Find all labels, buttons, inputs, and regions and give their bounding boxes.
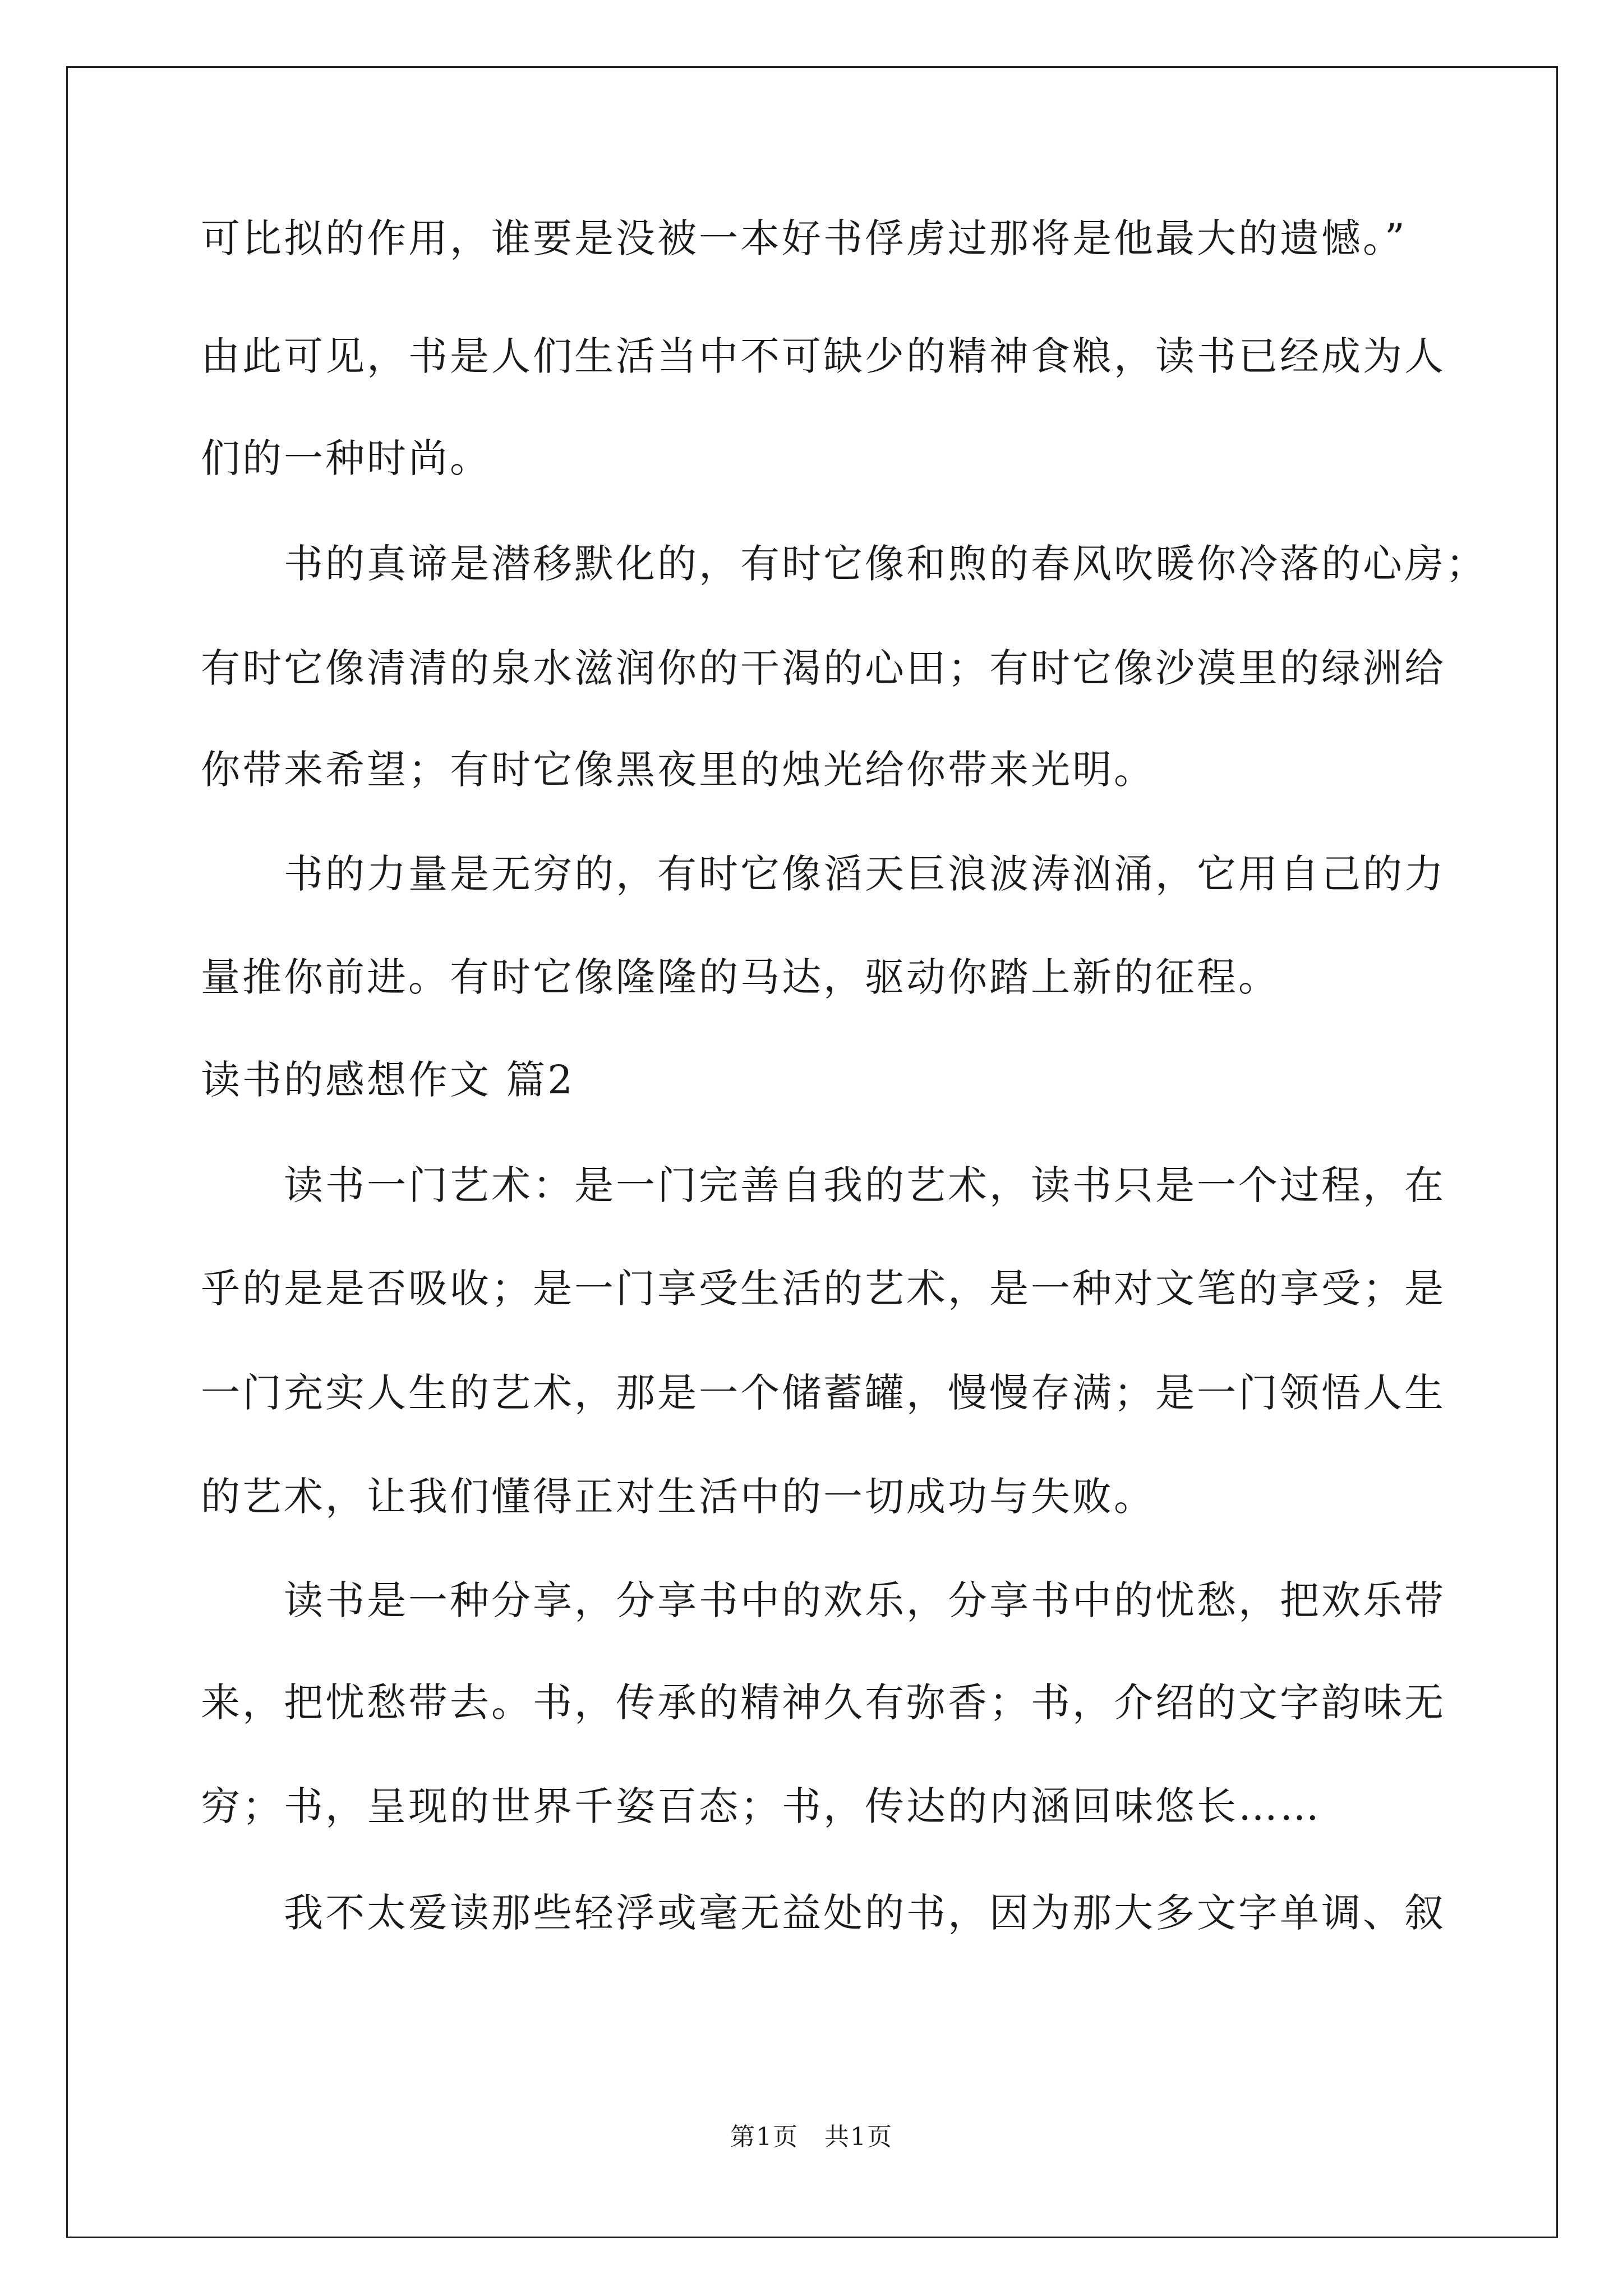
text-line: 你带来希望；有时它像黑夜里的烛光给你带来光明。: [201, 747, 1155, 793]
text-line: 穷；书，呈现的世界千姿百态；书，传达的内涵回味悠长……: [201, 1783, 1321, 1829]
text-line: 的艺术，让我们懂得正对生活中的一切成功与失败。: [201, 1474, 1155, 1520]
text-line: 乎的是是否吸收；是一门享受生活的艺术，是一种对文笔的享受；是: [201, 1266, 1446, 1312]
page-footer: 第1页 共1页: [730, 2123, 893, 2151]
text-line: 由此可见，书是人们生活当中不可缺少的精神食粮，读书已经成为人: [201, 333, 1446, 379]
text-line: 读书一门艺术：是一门完善自我的艺术，读书只是一个过程，在: [284, 1162, 1446, 1208]
text-line: 书的真谛是潜移默化的，有时它像和煦的春风吹暖你冷落的心房；: [284, 541, 1487, 587]
text-line: 量推你前进。有时它像隆隆的马达，驱动你踏上新的征程。: [201, 954, 1280, 1000]
text-line: 一门充实人生的艺术，那是一个储蓄罐，慢慢存满；是一门领悟人生: [201, 1370, 1446, 1416]
text-line: 有时它像清清的泉水滋润你的干渴的心田；有时它像沙漠里的绿洲给: [201, 645, 1446, 691]
section-heading: 读书的感想作文 篇2: [201, 1057, 575, 1103]
text-line: 读书是一种分享，分享书中的欢乐，分享书中的忧愁，把欢乐带: [284, 1577, 1446, 1623]
text-line: 书的力量是无穷的，有时它像滔天巨浪波涛汹涌，它用自己的力: [284, 851, 1446, 897]
text-line: 我不太爱读那些轻浮或毫无益处的书，因为那大多文字单调、叙: [284, 1890, 1446, 1936]
text-line: 可比拟的作用，谁要是没被一本好书俘虏过那将是他最大的遗憾。”: [201, 215, 1407, 261]
text-line: 来，把忧愁带去。书，传承的精神久有弥香；书，介绍的文字韵味无: [201, 1680, 1446, 1726]
text-line: 们的一种时尚。: [201, 435, 491, 481]
